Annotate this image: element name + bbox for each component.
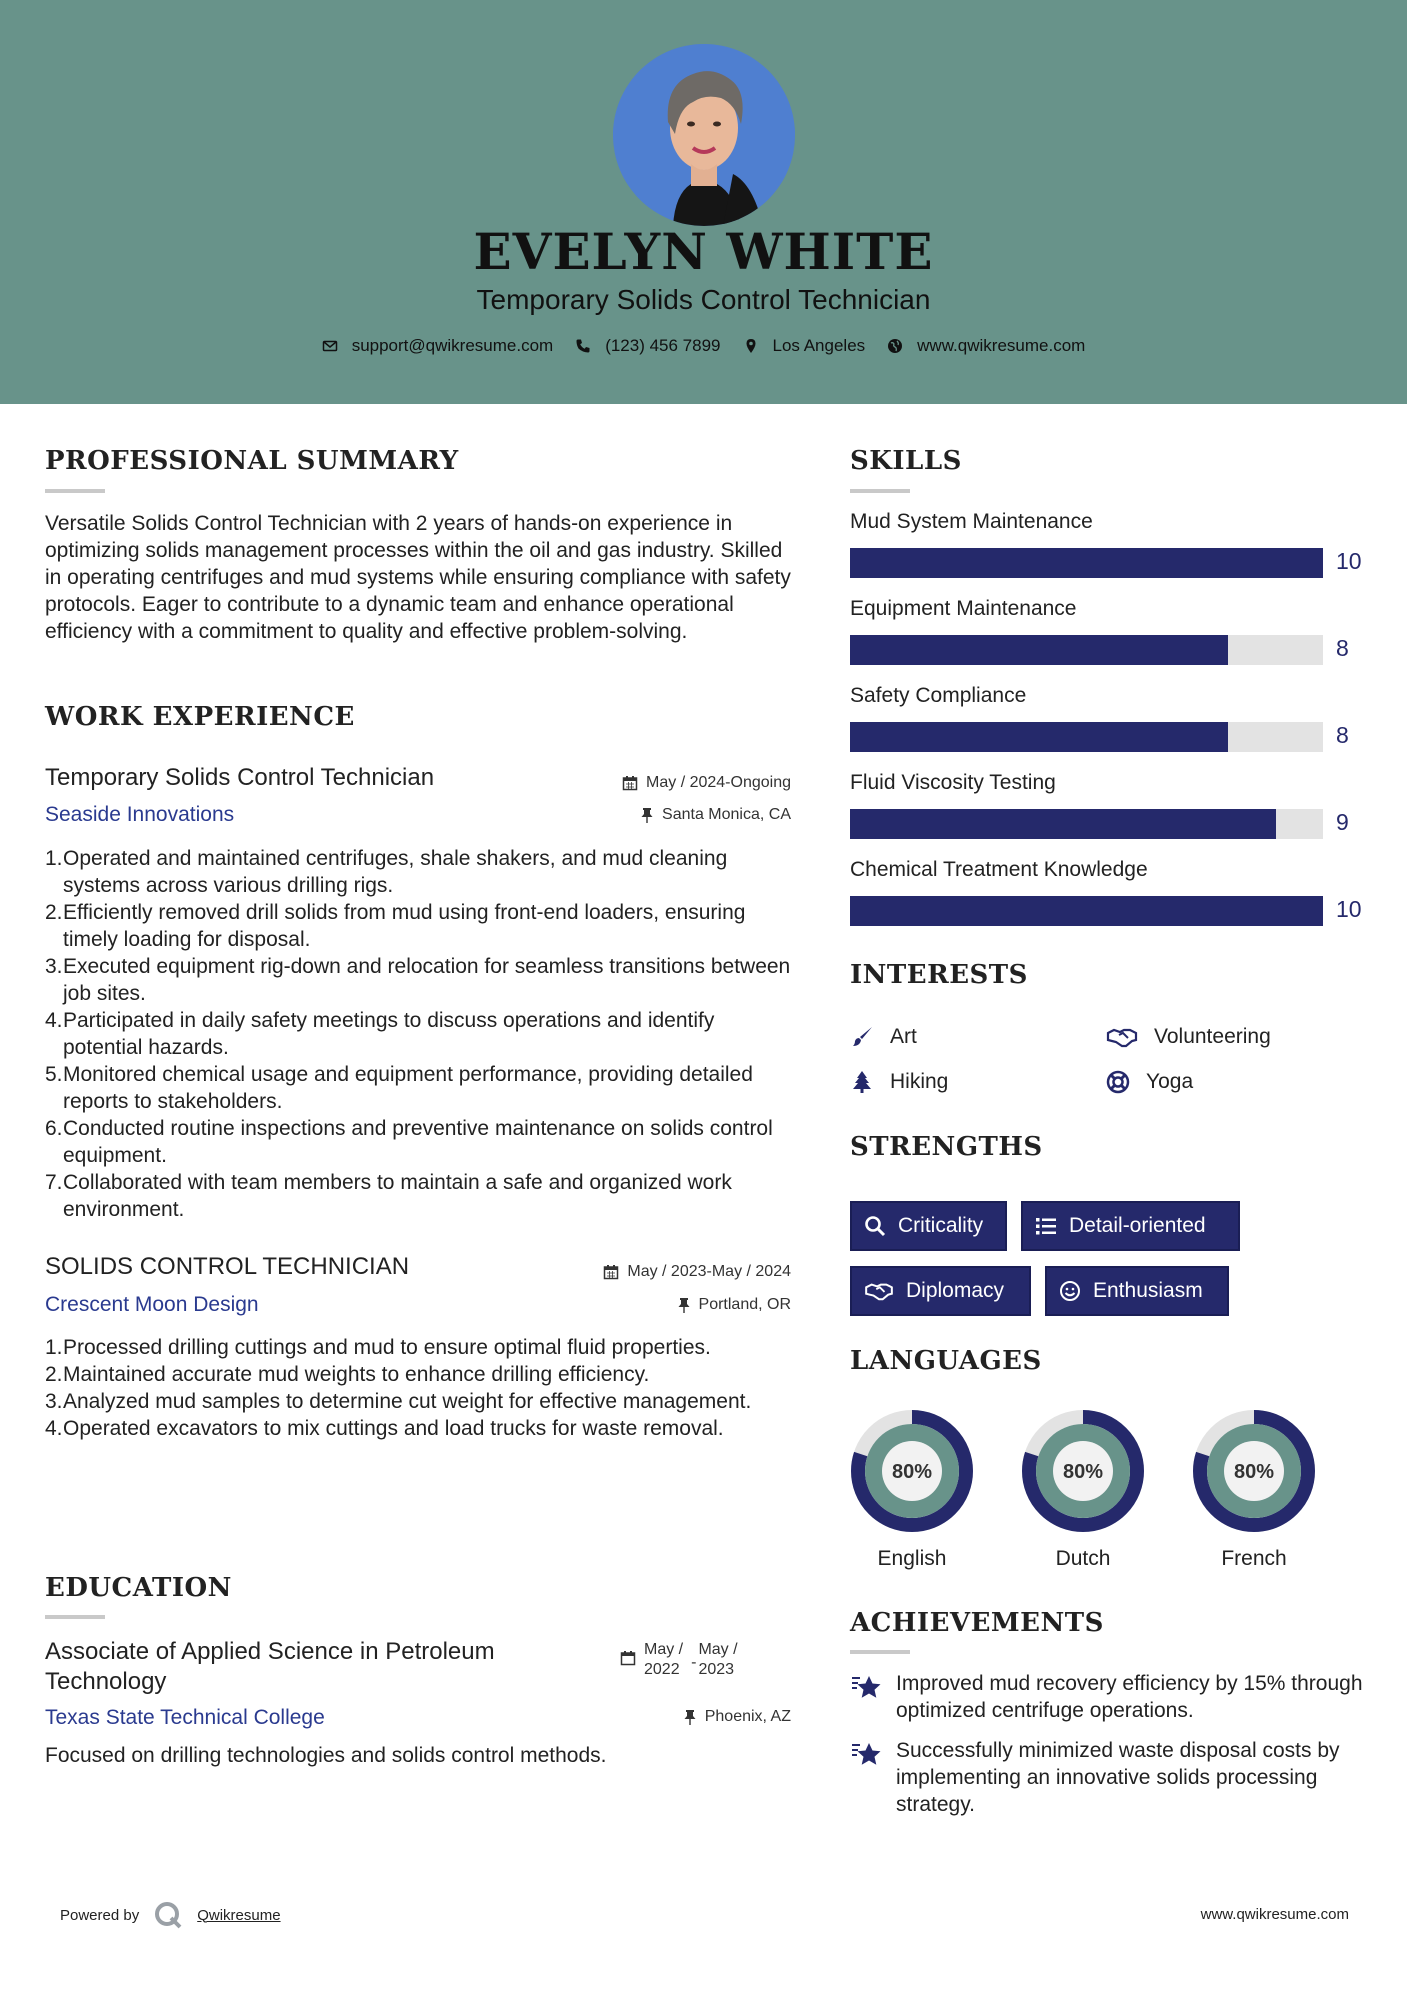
language-name: French	[1221, 1547, 1287, 1570]
pushpin-icon	[683, 1709, 697, 1725]
interests-heading: INTERESTS	[850, 960, 1028, 990]
skill-bar-fill	[850, 722, 1228, 752]
list-icon	[1035, 1215, 1057, 1237]
strength-enthusiasm	[1045, 1266, 1229, 1316]
school-name: Texas State Technical College	[45, 1706, 325, 1729]
skill-bar-track	[850, 722, 1323, 752]
language-ring	[850, 1409, 974, 1533]
education-location	[683, 1708, 791, 1726]
handshake-icon	[1106, 1025, 1138, 1049]
job-company: Crescent Moon Design	[45, 1293, 259, 1316]
job-date	[622, 774, 791, 792]
candidate-role: Temporary Solids Control Technician	[476, 284, 931, 315]
education-divider	[45, 1615, 105, 1619]
footer-site-link[interactable]: www.qwikresume.com	[1200, 1906, 1349, 1923]
contact-bar	[0, 336, 1407, 356]
star-medal-icon	[850, 1739, 882, 1771]
strength-criticality	[850, 1201, 1007, 1251]
skill-value: 8	[1336, 722, 1349, 748]
job-bullets	[45, 845, 795, 1223]
smile-icon	[1059, 1280, 1081, 1302]
skill-label: Chemical Treatment Knowledge	[850, 858, 1148, 881]
strength-diplomacy	[850, 1266, 1031, 1316]
pushpin-icon	[677, 1297, 691, 1313]
contact-website-text: www.qwikresume.com	[917, 336, 1086, 355]
interest-label: Art	[890, 1025, 917, 1048]
phone-icon	[575, 338, 591, 354]
interest-art	[850, 1025, 917, 1049]
achievements-divider	[850, 1650, 910, 1654]
globe-icon	[887, 338, 903, 354]
strength-detail-oriented	[1021, 1201, 1240, 1251]
language-ring	[1192, 1409, 1316, 1533]
job-bullets	[45, 1334, 795, 1442]
calendar-icon	[603, 1264, 619, 1280]
achievement-item	[850, 1670, 1370, 1724]
skill-value: 9	[1336, 809, 1349, 835]
degree-title	[45, 1637, 495, 1697]
list-item: 5. Monitored chemical usage and equipment performance, providing detailed reports to stakeholders.	[45, 1063, 753, 1113]
skill-bar-fill	[850, 548, 1323, 578]
job-date-text: May / 2023-May / 2024	[627, 1263, 791, 1280]
summary-heading: PROFESSIONAL SUMMARY	[45, 446, 459, 476]
skill-bar-fill	[850, 635, 1228, 665]
footer-brand-link[interactable]: Qwikresume	[197, 1906, 281, 1924]
language-item	[850, 1409, 974, 1571]
handshake-icon	[864, 1280, 894, 1302]
summary-text: Versatile Solids Control Technician with 2 years of hands-on experience in optimizing solids management processes within the oil and gas industry. Skilled in operating centrifuges and mud systems while ensuring compliance with safety protocols. Eager to contribute to a dynamic team and enhance operational efficiency with a commitment to quality and effective problem-solving.	[45, 512, 791, 643]
list-item: 3. Executed equipment rig-down and relocation for seamless transitions between job sites.	[45, 955, 791, 1005]
language-percent: 80%	[891, 1461, 933, 1483]
list-item: 2. Efficiently removed drill solids from mud using front-end loaders, ensuring timely loading for disposal.	[45, 901, 746, 951]
header-banner	[0, 0, 1407, 404]
interest-label: Volunteering	[1154, 1025, 1271, 1048]
list-item: 2. Maintained accurate mud weights to enhance drilling efficiency.	[45, 1363, 650, 1386]
job-location	[640, 806, 791, 824]
education-date	[620, 1640, 738, 1680]
interest-label: Yoga	[1146, 1070, 1194, 1093]
languages-heading: LANGUAGES	[850, 1346, 1042, 1376]
strengths-heading: STRENGTHS	[850, 1132, 1043, 1162]
envelope-icon	[322, 338, 338, 354]
contact-phone-text: (123) 456 7899	[605, 336, 721, 355]
achievement-text: Successfully minimized waste disposal costs by implementing an innovative solids processing strategy.	[896, 1739, 1340, 1816]
calendar-icon	[620, 1650, 636, 1666]
strength-label: Detail-oriented	[1069, 1214, 1206, 1237]
candidate-name: EVELYN WHITE	[473, 222, 934, 281]
list-item: 1. Processed drilling cuttings and mud to ensure optimal fluid properties.	[45, 1336, 711, 1359]
powered-by-label: Powered by	[60, 1906, 140, 1924]
skill-value: 8	[1336, 635, 1349, 661]
education-description: Focused on drilling technologies and solids control methods.	[45, 1744, 607, 1767]
skills-heading: SKILLS	[850, 446, 962, 476]
job-location-text: Santa Monica, CA	[662, 806, 791, 823]
qwikresume-logo-icon	[153, 1900, 183, 1930]
interest-volunteering	[1106, 1025, 1271, 1049]
summary-divider	[45, 489, 105, 493]
paintbrush-icon	[850, 1025, 874, 1049]
degree-line: Associate of Applied Science in Petroleum	[45, 1638, 495, 1665]
job-title: Temporary Solids Control Technician	[45, 764, 435, 791]
list-item: 4. Operated excavators to mix cuttings and load trucks for waste removal.	[45, 1417, 724, 1440]
achievements-heading: ACHIEVEMENTS	[850, 1608, 1104, 1638]
skill-label: Mud System Maintenance	[850, 510, 1093, 533]
education-location-text: Phoenix, AZ	[704, 1708, 791, 1725]
strength-label: Criticality	[898, 1214, 984, 1237]
skill-bar-track	[850, 809, 1323, 839]
language-percent: 80%	[1233, 1461, 1275, 1483]
job-date	[603, 1263, 791, 1281]
job-location	[677, 1296, 791, 1314]
job-company: Seaside Innovations	[45, 803, 235, 826]
strength-label: Enthusiasm	[1093, 1279, 1203, 1302]
list-item: 3. Analyzed mud samples to determine cut weight for effective management.	[45, 1390, 752, 1413]
skill-value: 10	[1336, 548, 1362, 574]
contact-location-text: Los Angeles	[772, 336, 866, 355]
education-heading: EDUCATION	[45, 1573, 232, 1603]
list-item: 6. Conducted routine inspections and preventive maintenance on solids control equipment.	[45, 1117, 773, 1167]
education-date-sep: -	[691, 1654, 697, 1671]
skill-label: Fluid Viscosity Testing	[850, 771, 1056, 794]
skills-divider	[850, 489, 910, 493]
skill-label: Safety Compliance	[850, 684, 1027, 707]
achievement-text: Improved mud recovery efficiency by 15% through optimized centrifuge operations.	[896, 1672, 1363, 1722]
strength-label: Diplomacy	[906, 1279, 1005, 1302]
skill-bar-track	[850, 635, 1323, 665]
star-medal-icon	[850, 1672, 882, 1704]
map-pin-icon	[743, 338, 759, 354]
skill-label: Equipment Maintenance	[850, 597, 1077, 620]
skill-value: 10	[1336, 896, 1362, 922]
language-ring	[1021, 1409, 1145, 1533]
job-title: SOLIDS CONTROL TECHNICIAN	[45, 1253, 410, 1280]
achievement-item	[850, 1737, 1370, 1818]
education-date-start: May / 2022	[644, 1641, 684, 1678]
list-item: 1. Operated and maintained centrifuges, shale shakers, and mud cleaning systems across various drilling rigs.	[45, 847, 728, 897]
degree-line: Technology	[45, 1668, 167, 1695]
tree-icon	[850, 1070, 874, 1094]
life-ring-icon	[1106, 1070, 1130, 1094]
profile-photo	[613, 44, 795, 226]
job-location-text: Portland, OR	[698, 1296, 791, 1313]
pushpin-icon	[640, 807, 654, 823]
search-icon	[864, 1215, 886, 1237]
list-item: 7. Collaborated with team members to maintain a safe and organized work environment.	[45, 1171, 732, 1221]
language-item	[1192, 1409, 1316, 1571]
contact-phone[interactable]	[575, 336, 720, 356]
contact-email[interactable]	[322, 336, 554, 356]
language-item	[1021, 1409, 1145, 1571]
skill-bar-fill	[850, 809, 1276, 839]
experience-heading: WORK EXPERIENCE	[45, 702, 355, 732]
language-name: Dutch	[1055, 1547, 1111, 1570]
list-item: 4. Participated in daily safety meetings to discuss operations and identify potential hazards.	[45, 1009, 715, 1059]
language-name: English	[877, 1547, 947, 1570]
language-percent: 80%	[1062, 1461, 1104, 1483]
contact-location	[743, 336, 866, 356]
footer-powered-by	[60, 1900, 281, 1930]
skill-bar-track	[850, 896, 1323, 926]
education-date-end: May / 2023	[698, 1641, 738, 1678]
contact-website[interactable]	[887, 336, 1085, 356]
skill-bar-track	[850, 548, 1323, 578]
interest-yoga	[1106, 1070, 1193, 1094]
interest-label: Hiking	[890, 1070, 949, 1093]
job-date-text: May / 2024-Ongoing	[646, 774, 791, 791]
contact-email-text: support@qwikresume.com	[351, 336, 554, 355]
interest-hiking	[850, 1070, 948, 1094]
calendar-icon	[622, 775, 638, 791]
skill-bar-fill	[850, 896, 1323, 926]
